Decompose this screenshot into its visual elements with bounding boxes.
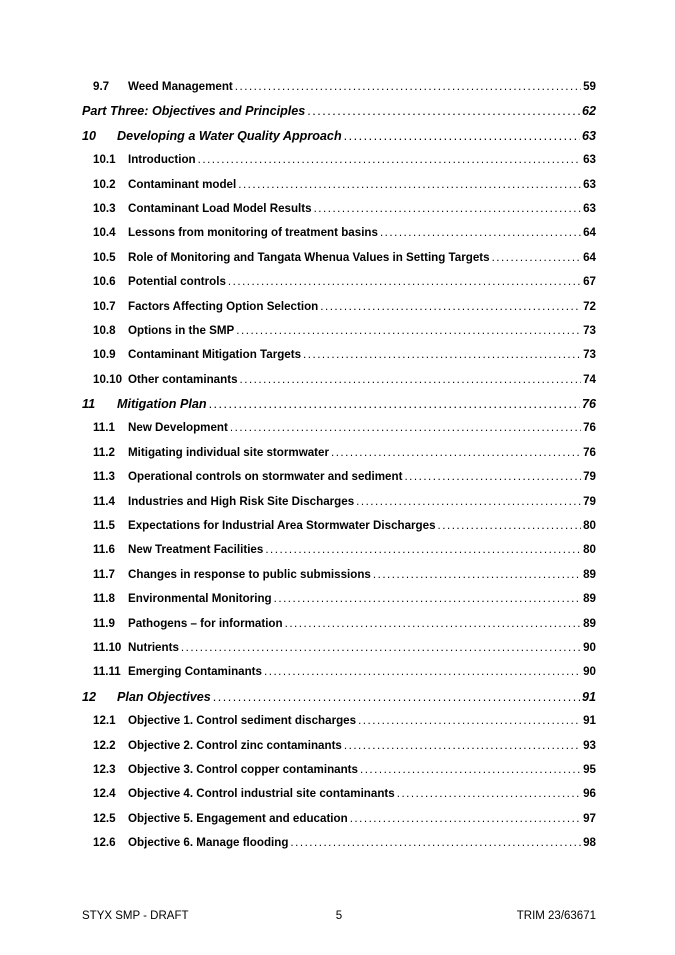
toc-entry-title: Expectations for Industrial Area Stormwater Discharges xyxy=(128,519,436,533)
toc-entry-title: Environmental Monitoring xyxy=(128,592,272,606)
toc-section-entry[interactable] xyxy=(82,202,596,226)
toc-entry-title: Mitigation Plan xyxy=(117,397,207,412)
toc-dot-leader xyxy=(307,104,580,118)
toc-entry-page: 63 xyxy=(583,177,596,191)
toc-entry-title: Part Three: Objectives and Principles xyxy=(82,104,306,119)
toc-entry-title: Other contaminants xyxy=(128,372,238,386)
toc-dot-leader xyxy=(320,300,581,313)
toc-section-entry[interactable] xyxy=(82,665,596,689)
toc-dot-leader xyxy=(274,592,581,605)
toc-entry-page: 62 xyxy=(581,104,596,119)
toc-entry-page: 89 xyxy=(583,567,596,581)
toc-dot-leader xyxy=(404,470,581,483)
toc-entry-number: 10 xyxy=(82,128,97,143)
toc-entry-title: New Development xyxy=(128,421,228,435)
toc-dot-leader xyxy=(230,421,581,434)
toc-section-entry[interactable] xyxy=(82,373,596,397)
footer-page-number: 5 xyxy=(335,910,343,922)
toc-entry-page: 80 xyxy=(583,519,596,533)
toc-section-entry[interactable] xyxy=(82,251,596,275)
toc-entry-number: 10.8 xyxy=(93,323,116,337)
toc-entry-number: 12.5 xyxy=(93,811,116,825)
toc-dot-leader xyxy=(344,739,581,752)
toc-entry-page: 89 xyxy=(583,616,596,630)
toc-dot-leader xyxy=(265,543,581,556)
toc-entry-number: 10.10 xyxy=(93,372,123,386)
toc-section-entry[interactable] xyxy=(82,836,596,860)
toc-entry-number: 11.6 xyxy=(93,543,115,557)
toc-entry-title: Options in the SMP xyxy=(128,323,235,337)
toc-entry-number: 11.3 xyxy=(93,470,115,484)
toc-section-entry[interactable] xyxy=(82,226,596,250)
toc-dot-leader xyxy=(373,568,581,581)
toc-entry-page: 79 xyxy=(583,494,596,508)
toc-entry-title: Objective 6. Manage flooding xyxy=(128,836,289,850)
toc-dot-leader xyxy=(181,641,581,654)
toc-dot-leader xyxy=(438,519,582,532)
toc-dot-leader xyxy=(264,665,581,678)
toc-entry-number: 11 xyxy=(82,397,96,412)
toc-entry-title: Objective 3. Control copper contaminants xyxy=(128,762,358,776)
table-of-contents xyxy=(82,80,596,861)
toc-entry-page: 72 xyxy=(583,299,596,313)
toc-section-entry[interactable] xyxy=(82,324,596,348)
toc-dot-leader xyxy=(213,690,580,704)
toc-entry-number: 11.4 xyxy=(93,494,115,508)
toc-entry-page: 63 xyxy=(583,201,596,215)
toc-entry-title: Contaminant Mitigation Targets xyxy=(128,348,302,362)
toc-entry-page: 90 xyxy=(583,640,596,654)
toc-entry-page: 91 xyxy=(583,714,596,728)
toc-entry-page: 59 xyxy=(583,80,596,93)
toc-section-entry[interactable] xyxy=(82,641,596,665)
toc-dot-leader xyxy=(228,275,581,288)
toc-entry-page: 98 xyxy=(583,836,596,850)
toc-entry-page: 73 xyxy=(583,348,596,362)
toc-dot-leader xyxy=(344,129,580,143)
toc-dot-leader xyxy=(198,153,581,166)
toc-section-entry[interactable] xyxy=(82,592,596,616)
toc-entry-title: Emerging Contaminants xyxy=(128,665,262,679)
toc-entry-page: 91 xyxy=(581,689,596,704)
toc-dot-leader xyxy=(290,836,581,849)
toc-section-entry[interactable] xyxy=(82,178,596,202)
toc-entry-number: 11.5 xyxy=(93,519,115,533)
toc-entry-number: 10.3 xyxy=(93,201,116,215)
toc-chapter-entry[interactable] xyxy=(82,397,596,421)
toc-entry-page: 90 xyxy=(583,665,596,679)
toc-entry-title: Developing a Water Quality Approach xyxy=(117,128,342,143)
toc-entry-number: 11.1 xyxy=(93,421,115,435)
toc-entry-page: 64 xyxy=(583,226,596,240)
toc-entry-number: 11.7 xyxy=(93,567,115,581)
toc-dot-leader xyxy=(358,714,581,727)
toc-dot-leader xyxy=(380,226,581,239)
toc-entry-page: 93 xyxy=(583,738,596,752)
toc-section-entry[interactable] xyxy=(82,787,596,811)
toc-entry-page: 63 xyxy=(581,128,596,143)
toc-section-entry[interactable] xyxy=(82,617,596,641)
toc-section-entry[interactable] xyxy=(82,763,596,787)
toc-entry-title: Introduction xyxy=(128,153,196,167)
toc-entry-title: Role of Monitoring and Tangata Whenua Values in Setting Targets xyxy=(128,250,490,264)
toc-entry-page: 95 xyxy=(583,762,596,776)
toc-section-entry[interactable] xyxy=(82,568,596,592)
toc-entry-number: 12 xyxy=(82,689,97,704)
toc-entry-number: 12.2 xyxy=(93,738,116,752)
toc-entry-number: 10.7 xyxy=(93,299,116,313)
toc-entry-number: 11.8 xyxy=(93,592,115,606)
toc-entry-title: Contaminant model xyxy=(128,177,237,191)
toc-section-entry[interactable] xyxy=(82,446,596,470)
toc-entry-title: Pathogens – for information xyxy=(128,616,283,630)
toc-section-entry[interactable] xyxy=(82,519,596,543)
toc-dot-leader xyxy=(314,202,582,215)
toc-entry-number: 11.11 xyxy=(93,665,121,679)
toc-entry-title: Changes in response to public submissions xyxy=(128,567,371,581)
toc-dot-leader xyxy=(235,80,581,93)
toc-entry-page: 79 xyxy=(583,470,596,484)
toc-entry-number: 11.10 xyxy=(93,640,122,654)
toc-section-entry[interactable] xyxy=(82,421,596,445)
toc-entry-number: 10.9 xyxy=(93,348,116,362)
toc-section-entry[interactable] xyxy=(82,348,596,372)
toc-section-entry[interactable] xyxy=(82,275,596,299)
toc-section-entry[interactable] xyxy=(82,739,596,763)
toc-entry-number: 11.2 xyxy=(93,445,115,459)
toc-entry-page: 96 xyxy=(583,787,596,801)
toc-section-entry[interactable] xyxy=(82,543,596,567)
toc-section-entry[interactable] xyxy=(82,812,596,836)
toc-chapter-entry[interactable] xyxy=(82,104,596,128)
toc-entry-title: Objective 2. Control zinc contaminants xyxy=(128,738,342,752)
toc-entry-title: Plan Objectives xyxy=(117,689,211,704)
toc-entry-page: 76 xyxy=(583,421,596,435)
toc-entry-page: 89 xyxy=(583,592,596,606)
toc-dot-leader xyxy=(331,446,581,459)
toc-section-entry[interactable] xyxy=(82,153,596,177)
toc-entry-title: Factors Affecting Option Selection xyxy=(128,299,319,313)
toc-entry-number: 10.1 xyxy=(93,153,116,167)
toc-entry-number: 9.7 xyxy=(93,80,110,93)
toc-section-entry[interactable] xyxy=(82,300,596,324)
toc-entry-page: 64 xyxy=(583,250,596,264)
footer-document-name: STYX SMP - DRAFT xyxy=(82,910,189,922)
toc-entry-page: 74 xyxy=(583,372,596,386)
toc-dot-leader xyxy=(350,812,581,825)
toc-entry-page: 76 xyxy=(581,397,596,412)
toc-entry-title: Potential controls xyxy=(128,275,226,289)
toc-dot-leader xyxy=(303,348,581,361)
toc-entry-number: 11.9 xyxy=(93,616,115,630)
toc-section-entry[interactable] xyxy=(82,714,596,738)
toc-dot-leader xyxy=(209,397,580,411)
toc-entry-number: 10.6 xyxy=(93,275,116,289)
toc-entry-title: Operational controls on stormwater and sediment xyxy=(128,470,403,484)
toc-entry-title: Lessons from monitoring of treatment basins xyxy=(128,226,378,240)
toc-entry-title: Objective 4. Control industrial site contaminants xyxy=(128,787,395,801)
toc-entry-number: 12.1 xyxy=(93,714,116,728)
toc-entry-page: 97 xyxy=(583,811,596,825)
footer-trim-reference: TRIM 23/63671 xyxy=(516,910,596,922)
toc-entry-number: 12.6 xyxy=(93,836,116,850)
toc-dot-leader xyxy=(492,251,582,264)
toc-entry-number: 10.4 xyxy=(93,226,116,240)
toc-entry-number: 12.3 xyxy=(93,762,116,776)
toc-dot-leader xyxy=(360,763,581,776)
toc-entry-number: 10.2 xyxy=(93,177,116,191)
toc-entry-number: 10.5 xyxy=(93,250,116,264)
toc-dot-leader xyxy=(356,495,581,508)
toc-dot-leader xyxy=(397,787,581,800)
toc-entry-number: 12.4 xyxy=(93,787,116,801)
toc-entry-page: 67 xyxy=(583,275,596,289)
toc-chapter-entry[interactable] xyxy=(82,129,596,153)
toc-dot-leader xyxy=(238,178,581,191)
toc-section-entry[interactable] xyxy=(82,495,596,519)
toc-entry-title: Objective 1. Control sediment discharges xyxy=(128,714,357,728)
toc-entry-title: Industries and High Risk Site Discharges xyxy=(128,494,355,508)
toc-chapter-entry[interactable] xyxy=(82,690,596,714)
toc-section-entry[interactable] xyxy=(82,470,596,494)
toc-entry-title: Weed Management xyxy=(128,80,233,93)
toc-entry-title: New Treatment Facilities xyxy=(128,543,264,557)
toc-entry-title: Mitigating individual site stormwater xyxy=(128,445,329,459)
toc-entry-title: Contaminant Load Model Results xyxy=(128,201,312,215)
toc-entry-page: 73 xyxy=(583,323,596,337)
toc-dot-leader xyxy=(240,373,582,386)
toc-entry-page: 63 xyxy=(583,153,596,167)
toc-entry-title: Objective 5. Engagement and education xyxy=(128,811,348,825)
toc-entry-title: Nutrients xyxy=(128,640,179,654)
toc-section-entry[interactable] xyxy=(82,80,596,104)
toc-dot-leader xyxy=(236,324,581,337)
toc-entry-page: 76 xyxy=(583,445,596,459)
toc-entry-page: 80 xyxy=(583,543,596,557)
toc-dot-leader xyxy=(285,617,582,630)
